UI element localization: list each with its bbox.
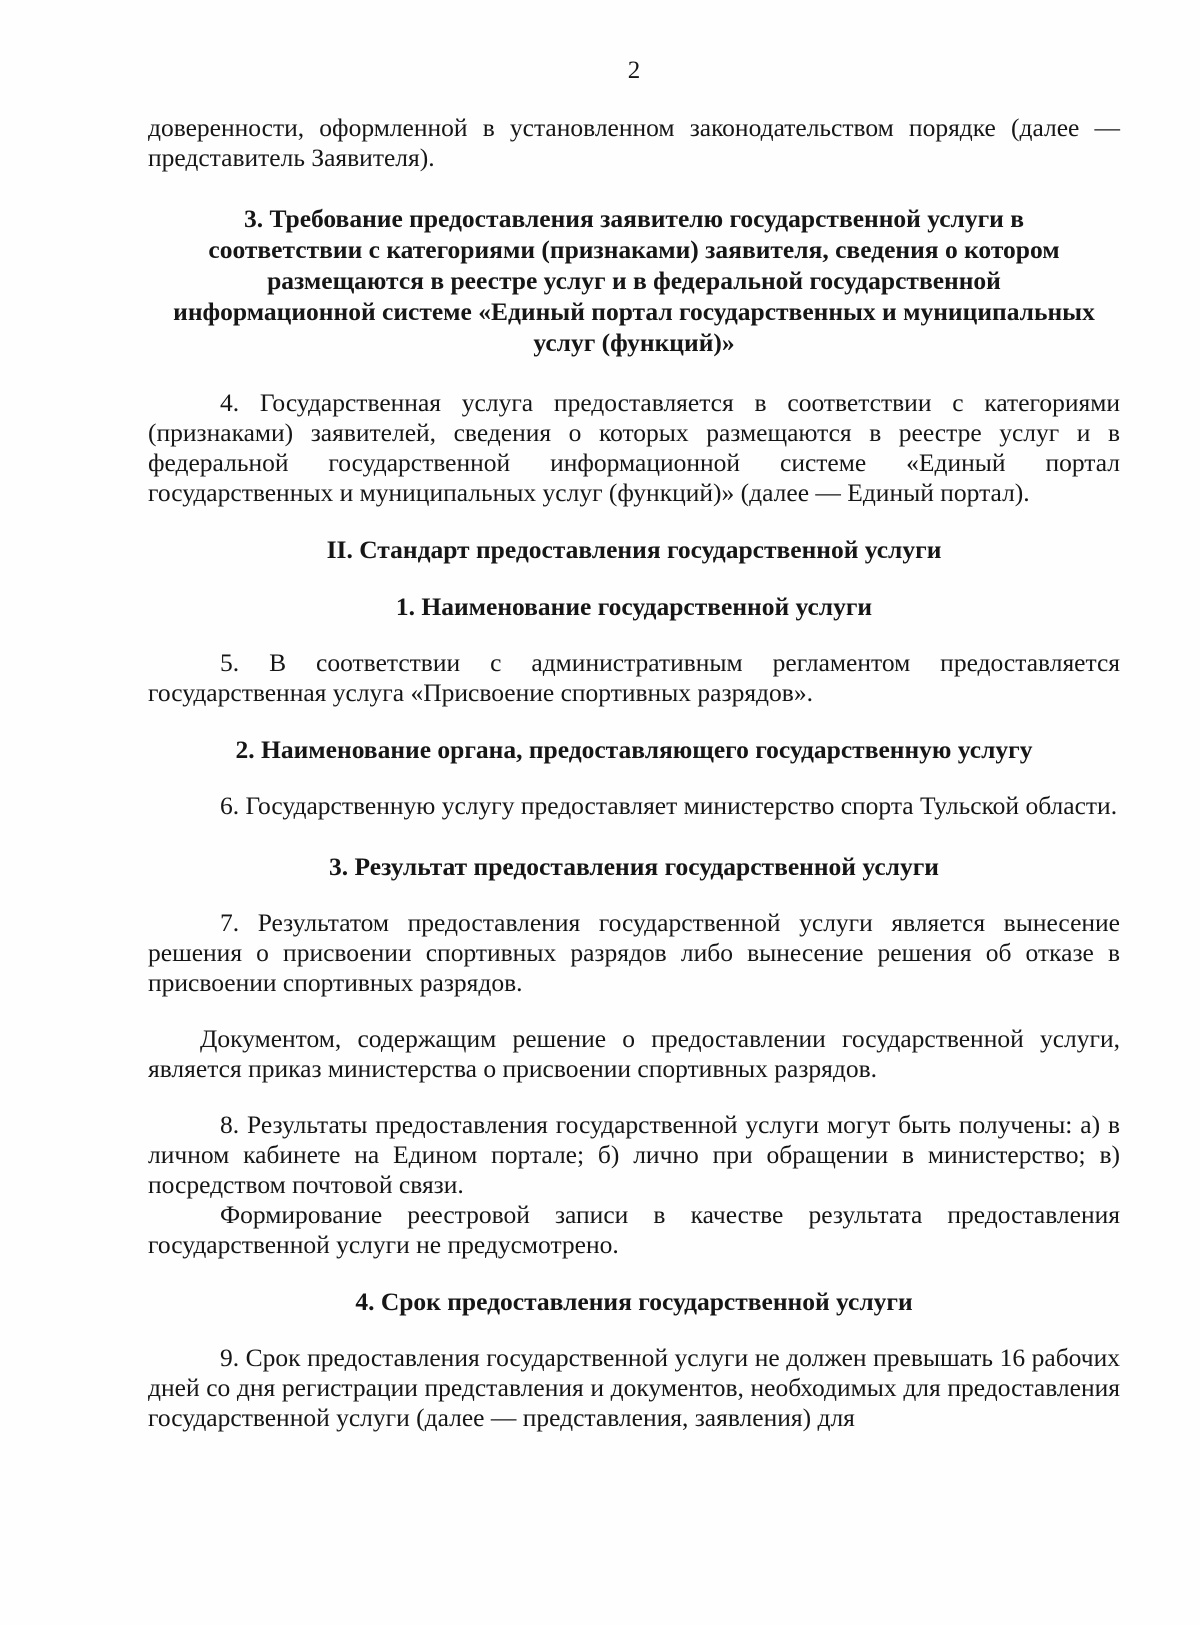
paragraph-8-registry: Формирование реестровой записи в качестве результата предоставления государственной услуги не предусмотрено. xyxy=(148,1200,1120,1259)
heading-authority-name: 2. Наименование органа, предоставляющего государственную услугу xyxy=(235,735,1033,764)
heading-subsection-3-requirement: 3. Требование предоставления заявителю государственной услуги в соответствии с категориями (признаками) заявителя, сведения о котором размещаются в реестре услуг и в федеральной государственной информационной системе «Единый портал государственных и муниципальных услуг (функций)» xyxy=(173,204,1095,357)
paragraph-6: 6. Государственную услугу предоставляет министерство спорта Тульской области. xyxy=(220,791,1118,820)
heading-service-result: 3. Результат предоставления государственной услуги xyxy=(329,852,939,881)
heading-section-2: II. Стандарт предоставления государственной услуги xyxy=(326,535,942,564)
heading-service-term: 4. Срок предоставления государственной услуги xyxy=(355,1287,913,1316)
document-body xyxy=(148,113,1120,1433)
heading-service-name: 1. Наименование государственной услуги xyxy=(395,592,873,621)
paragraph-8: 8. Результаты предоставления государственной услуги могут быть получены: а) в личном кабинете на Едином портале; б) лично при обращении в министерство; в) посредством почтовой связи. xyxy=(148,1110,1120,1199)
paragraph-5: 5. В соответствии с административным регламентом предоставляется государственная услуга «Присвоение спортивных разрядов». xyxy=(148,648,1120,707)
page-number: 2 xyxy=(627,57,641,84)
paragraph-continuation: доверенности, оформленной в установленном законодательством порядке (далее — представитель Заявителя). xyxy=(148,113,1120,172)
paragraph-4: 4. Государственная услуга предоставляется в соответствии с категориями (признаками) заявителей, сведения о которых размещаются в реестре услуг и в федеральной государственной информационной системе «Единый портал государственных и муниципальных услуг (функций)» (далее — Единый портал). xyxy=(148,388,1120,507)
paragraph-7: 7. Результатом предоставления государственной услуги является вынесение решения о присвоении спортивных разрядов либо вынесение решения об отказе в присвоении спортивных разрядов. xyxy=(148,908,1120,997)
paragraph-9: 9. Срок предоставления государственной услуги не должен превышать 16 рабочих дней со дня регистрации представления и документов, необходимых для предоставления государственной услуги (далее — представления, заявления) для xyxy=(148,1343,1120,1432)
paragraph-7-document: Документом, содержащим решение о предоставлении государственной услуги, является приказ министерства о присвоении спортивных разрядов. xyxy=(148,1024,1120,1083)
